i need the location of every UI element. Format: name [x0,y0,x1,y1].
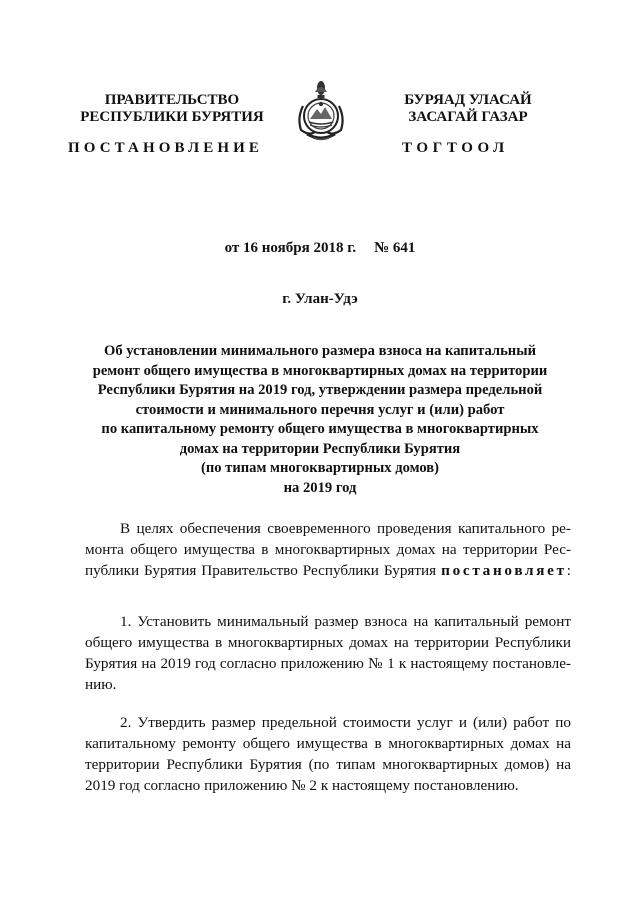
paragraph-line: нию. [85,676,117,693]
decree-keyword: постановляет [441,562,567,579]
document-title [90,342,550,498]
paragraph-line: общего имущества в многоквартирных домах на территории Республики [85,634,571,651]
government-name-bua-line2: ЗАСАГАЙ ГАЗАР [408,109,528,125]
title-line: домах на территории Республики Бурятия [179,440,461,457]
paragraph-text: публики Бурятия Правительство Республики Бурятия [85,562,437,579]
title-line: на 2019 год [283,479,357,496]
clause-1-paragraph [85,611,571,695]
document-date: от 16 ноября 2018 г. [224,240,357,256]
paragraph-line: 2. Утвердить размер предельной стоимости услуг и (или) работ по [120,714,571,731]
doc-type-ru: ПОСТАНОВЛЕНИЕ [68,140,264,156]
paragraph-line: В целях обеспечения своевременного проведения капитального ре- [120,520,571,537]
paragraph-line: монта общего имущества в многоквартирных домах на территории Рес- [85,541,571,558]
doc-type-bua: ТОГТООЛ [402,140,509,156]
government-name-ru [62,92,282,126]
title-line: по капитальному ремонту общего имущества в многоквартирных [101,421,539,437]
government-name-bua [378,92,558,126]
title-line: (по типам многоквартирных домов) [200,460,440,476]
paragraph-line: Бурятия на 2019 год согласно приложению № 1 к настоящему постановле- [85,655,571,672]
title-line: Республики Бурятия на 2019 год, утверждении размера предельной [97,382,543,398]
clause-2-paragraph [85,712,571,796]
title-line: стоимости и минимального перечня услуг и (или) работ [135,401,505,418]
paragraph-colon: : [566,562,572,579]
paragraph-line [85,560,571,581]
government-name-ru-line1: ПРАВИТЕЛЬСТВО [104,92,240,108]
document-date-number [0,240,640,257]
government-name-bua-line1: БУРЯАД УЛАСАЙ [404,92,532,108]
paragraph-line: территории Республики Бурятия (по типам многоквартирных домов) на [85,756,571,773]
paragraph-line: 2019 год согласно приложению № 2 к настоящему постановлению. [85,777,519,794]
preamble-paragraph [85,518,571,581]
paragraph-line: 1. Установить минимальный размер взноса на капитальный ремонт [120,613,571,630]
title-line: Об установлении минимального размера взноса на капитальный [103,343,537,359]
coat-of-arms-icon [293,78,349,144]
document-number: № 641 [374,240,416,256]
government-name-ru-line2: РЕСПУБЛИКИ БУРЯТИЯ [80,109,264,125]
paragraph-line: капитальному ремонту общего имущества в многоквартирных домах на [85,735,571,752]
title-line: ремонт общего имущества в многоквартирных домах на территории [92,362,548,379]
document-city: г. Улан-Удэ [282,291,358,307]
